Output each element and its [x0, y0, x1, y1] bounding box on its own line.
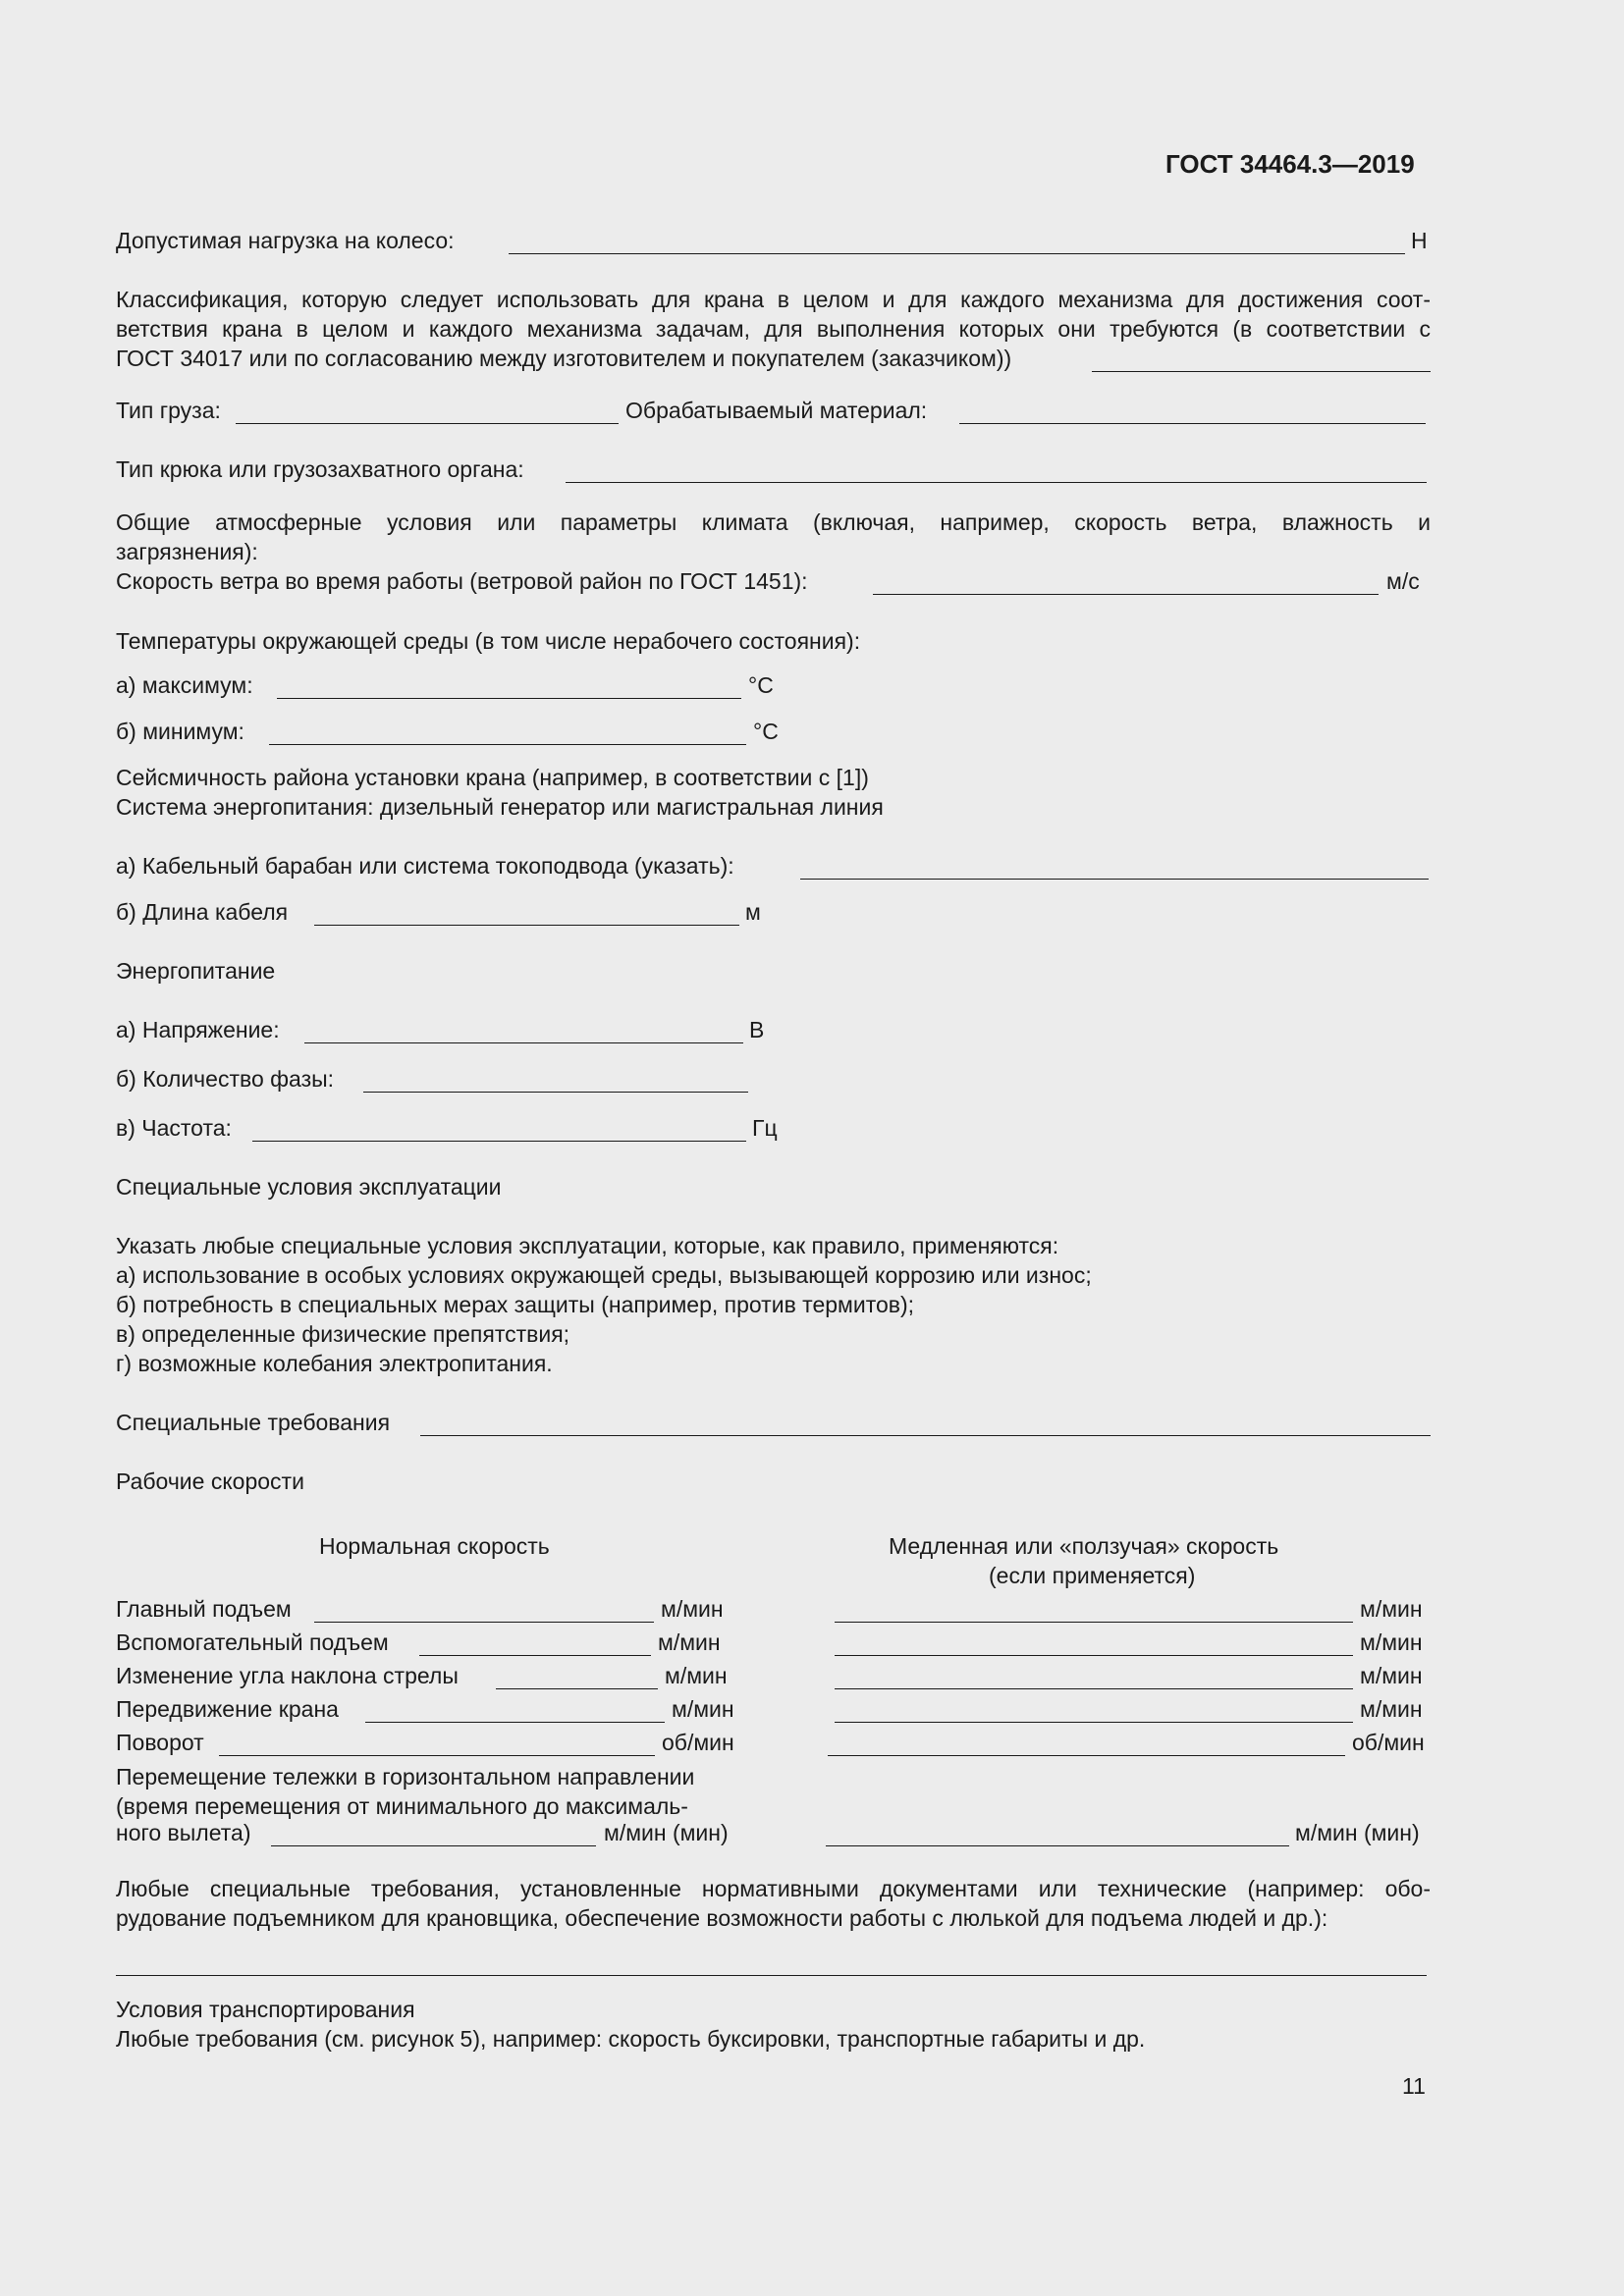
normal-speed-field[interactable]	[496, 1688, 658, 1689]
temperature-max-label: а) максимум:	[116, 672, 253, 698]
classification-line-1: Классификация, которую следует использовать для крана в целом и для каждого механизма для достижения соот-	[116, 287, 1431, 312]
temperature-max-unit: °C	[748, 672, 774, 698]
slow-speed-subheading: (если применяется)	[989, 1563, 1196, 1588]
power-system-text: Система энергопитания: дизельный генератор или магистральная линия	[116, 794, 884, 820]
voltage-field[interactable]	[304, 1042, 743, 1043]
trolley-slow-field[interactable]	[826, 1845, 1289, 1846]
temperature-max-field[interactable]	[277, 698, 741, 699]
classification-field[interactable]	[1092, 371, 1431, 372]
page-number: 11	[1402, 2073, 1426, 2099]
special-conditions-intro: Указать любые специальные условия эксплуатации, которые, как правило, применяются:	[116, 1233, 1059, 1258]
classification-line-2: ветствия крана в целом и каждого механизма задачам, для выполнения которых они требуются (в соответствии с	[116, 316, 1431, 342]
cable-drum-field[interactable]	[800, 879, 1429, 880]
slow-speed-field[interactable]	[835, 1622, 1353, 1623]
transport-text: Любые требования (см. рисунок 5), например: скорость буксировки, транспортные габариты и др.	[116, 2026, 1146, 2052]
speed-unit: м/мин	[665, 1663, 728, 1688]
slow-speed-field[interactable]	[828, 1755, 1345, 1756]
other-requirements-line-1: Любые специальные требования, установленные нормативными документами или технические (например: обо-	[116, 1876, 1431, 1901]
normal-speed-field[interactable]	[365, 1722, 665, 1723]
frequency-field[interactable]	[252, 1141, 746, 1142]
frequency-unit: Гц	[752, 1115, 778, 1141]
normal-speed-field[interactable]	[419, 1655, 651, 1656]
hook-label: Тип крюка или грузозахватного органа:	[116, 456, 524, 482]
phase-label: б) Количество фазы:	[116, 1066, 335, 1092]
temperature-min-field[interactable]	[269, 744, 746, 745]
phase-field[interactable]	[363, 1092, 748, 1093]
speed-row-label: Главный подъем	[116, 1596, 292, 1622]
wind-label: Скорость ветра во время работы (ветровой район по ГОСТ 1451):	[116, 568, 808, 594]
slow-speed-field[interactable]	[835, 1722, 1353, 1723]
special-condition-item: б) потребность в специальных мерах защиты (например, против термитов);	[116, 1292, 915, 1317]
seismic-text: Сейсмичность района установки крана (например, в соответствии с [1])	[116, 765, 869, 790]
special-condition-item: а) использование в особых условиях окружающей среды, вызывающей коррозию или износ;	[116, 1262, 1092, 1288]
wind-field[interactable]	[873, 594, 1379, 595]
speed-unit: м/мин	[672, 1696, 734, 1722]
speed-row-label: Изменение угла наклона стрелы	[116, 1663, 459, 1688]
material-field[interactable]	[959, 423, 1426, 424]
slow-speed-heading: Медленная или «ползучая» скорость	[889, 1533, 1279, 1559]
speed-row-label: Поворот	[116, 1730, 204, 1755]
trolley-line-2: (время перемещения от минимального до максималь-	[116, 1793, 688, 1819]
cable-length-field[interactable]	[314, 925, 739, 926]
trolley-normal-field[interactable]	[271, 1845, 596, 1846]
wheel-load-field[interactable]	[509, 253, 1405, 254]
special-conditions-title: Специальные условия эксплуатации	[116, 1174, 502, 1200]
wind-unit: м/с	[1386, 568, 1420, 594]
speed-unit-right: м/мин	[1360, 1696, 1423, 1722]
speeds-title: Рабочие скорости	[116, 1468, 304, 1494]
normal-speed-field[interactable]	[314, 1622, 654, 1623]
cable-drum-label: а) Кабельный барабан или система токоподвода (указать):	[116, 853, 734, 879]
speed-unit: м/мин	[661, 1596, 724, 1622]
other-requirements-field[interactable]	[116, 1975, 1427, 1976]
speed-unit-right: м/мин	[1360, 1596, 1423, 1622]
trolley-line-1: Перемещение тележки в горизонтальном направлении	[116, 1764, 695, 1789]
temperature-title: Температуры окружающей среды (в том числе нерабочего состояния):	[116, 628, 861, 654]
slow-speed-field[interactable]	[835, 1688, 1353, 1689]
speed-row-label: Передвижение крана	[116, 1696, 339, 1722]
speed-row-label: Вспомогательный подъем	[116, 1629, 389, 1655]
special-requirements-label: Специальные требования	[116, 1410, 391, 1435]
classification-line-3: ГОСТ 34017 или по согласованию между изготовителем и покупателем (заказчиком))	[116, 346, 1012, 371]
cable-length-label: б) Длина кабеля	[116, 899, 289, 925]
cargo-type-label: Тип груза:	[116, 398, 221, 423]
trolley-unit: м/мин (мин)	[604, 1820, 729, 1845]
cargo-type-field[interactable]	[236, 423, 619, 424]
climate-line-1: Общие атмосферные условия или параметры климата (включая, например, скорость ветра, влажность и	[116, 509, 1431, 535]
trolley-line-3: ного вылета)	[116, 1820, 251, 1845]
wheel-load-label: Допустимая нагрузка на колесо:	[116, 228, 455, 253]
speed-unit: об/мин	[662, 1730, 734, 1755]
frequency-label: в) Частота:	[116, 1115, 232, 1141]
wheel-load-unit: Н	[1411, 228, 1428, 253]
other-requirements-line-2: рудование подъемником для крановщика, обеспечение возможности работы с люлькой для подъема людей и др.):	[116, 1905, 1328, 1931]
normal-speed-field[interactable]	[219, 1755, 655, 1756]
climate-line-2: загрязнения):	[116, 539, 258, 564]
transport-title: Условия транспортирования	[116, 1997, 415, 2022]
voltage-unit: В	[749, 1017, 765, 1042]
cable-length-unit: м	[745, 899, 761, 925]
special-condition-item: г) возможные колебания электропитания.	[116, 1351, 553, 1376]
special-condition-item: в) определенные физические препятствия;	[116, 1321, 570, 1347]
speed-unit: м/мин	[658, 1629, 721, 1655]
special-requirements-field[interactable]	[420, 1435, 1431, 1436]
temperature-min-unit: °C	[753, 719, 779, 744]
slow-speed-field[interactable]	[835, 1655, 1353, 1656]
hook-field[interactable]	[566, 482, 1427, 483]
speed-unit-right: м/мин	[1360, 1629, 1423, 1655]
standard-header: ГОСТ 34464.3—2019	[1165, 149, 1415, 179]
trolley-unit-right: м/мин (мин)	[1295, 1820, 1420, 1845]
speed-unit-right: м/мин	[1360, 1663, 1423, 1688]
material-label: Обрабатываемый материал:	[625, 398, 928, 423]
voltage-label: а) Напряжение:	[116, 1017, 280, 1042]
energy-title: Энергопитание	[116, 958, 276, 984]
speed-unit-right: об/мин	[1352, 1730, 1425, 1755]
normal-speed-heading: Нормальная скорость	[319, 1533, 550, 1559]
temperature-min-label: б) минимум:	[116, 719, 244, 744]
